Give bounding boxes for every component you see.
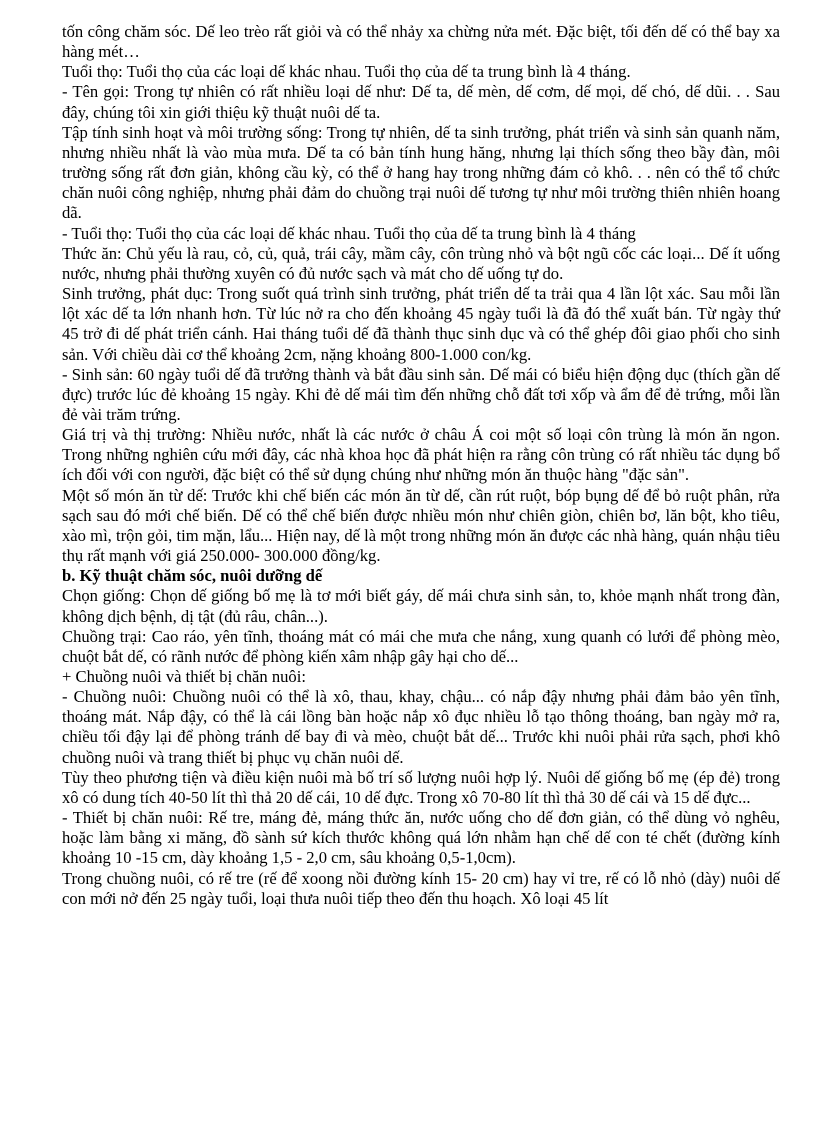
paragraph: Trong chuồng nuôi, có rế tre (rế để xoong nồi đường kính 15- 20 cm) hay vỉ tre, rế có lỗ nhỏ (dày) nuôi dế con mới nở đến 25 ngày tuổi, loại thưa nuôi tiếp theo đến thu hoạch. Xô loại 45 lít — [62, 868, 780, 908]
paragraph: Tùy theo phương tiện và điều kiện nuôi mà bố trí số lượng nuôi hợp lý. Nuôi dế giống bố mẹ (ép đẻ) trong xô có dung tích 40-50 lít thì thả 20 dế cái, 10 dế đực. Trong xô 70-80 lít thì thả 30 dế cái và 15 dế đực... — [62, 767, 780, 807]
paragraph: + Chuồng nuôi và thiết bị chăn nuôi: — [62, 667, 306, 686]
paragraph: Chuồng trại: Cao ráo, yên tĩnh, thoáng mát có mái che mưa che nắng, xung quanh có lưới để phòng mèo, chuột bắt dế, có rãnh nước để phòng kiến xâm nhập gây hại cho dế... — [62, 626, 780, 666]
paragraph: - Thiết bị chăn nuôi: Rế tre, máng đẻ, máng thức ăn, nước uống cho dế đơn giản, có thể dùng vỏ nghêu, hoặc làm bằng xi măng, đồ sành sứ kích thước không quá lớn nhằm hạn chế dế con té chết (đường kính khoảng 10 -15 cm, dày khoảng 1,5 - 2,0 cm, sâu khoảng 0,5-1,0cm). — [62, 808, 780, 868]
document-page — [62, 22, 780, 909]
section-heading: b. Kỹ thuật chăm sóc, nuôi dưỡng dế — [62, 566, 323, 586]
paragraph: - Tên gọi: Trong tự nhiên có rất nhiều loại dế như: Dế ta, dế mèn, dế cơm, dế mọi, dế chó, dế dũi. . . Sau đây, chúng tôi xin giới thiệu kỹ thuật nuôi dế ta. — [62, 82, 780, 122]
paragraph: Một số món ăn từ dế: Trước khi chế biến các món ăn từ dế, cần rút ruột, bóp bụng dế để bỏ ruột phân, rửa sạch sau đó mới chế biến. Dế có thể chế biến được nhiều món như chiên giòn, chiên bơ, lăn bột, kho tiêu, xào mì, trộn gỏi, tim mặn, lẩu... Hiện nay, dế là một trong những món ăn được các nhà hàng, quán nhậu tiêu thụ rất mạnh với giá 250.000- 300.000 đồng/kg. — [62, 485, 780, 566]
paragraph: - Chuồng nuôi: Chuồng nuôi có thể là xô, thau, khay, chậu... có nắp đậy nhưng phải đảm bảo yên tĩnh, thoáng mát. Nắp đậy, có thể là cái lồng bàn hoặc nắp xô đục nhiều lỗ tạo thông thoáng, ban ngày mở ra, chiều tối đậy lại để phòng tránh dế bay đi và mèo, chuột bắt dế... Trước khi nuôi phải rửa sạch, phơi khô chuồng nuôi và trang thiết bị phục vụ chăn nuôi dế. — [62, 687, 780, 767]
paragraph: Thức ăn: Chủ yếu là rau, cỏ, củ, quả, trái cây, mầm cây, côn trùng nhỏ và bột ngũ cốc các loại... Dế ít uống nước, nhưng phải thường xuyên có đủ nước sạch và mát cho dế uống tự do. — [62, 243, 780, 283]
paragraph: - Sinh sản: 60 ngày tuổi dế đã trưởng thành và bắt đầu sinh sản. Dế mái có biểu hiện động dục (thích gần dế đực) trước lúc đẻ khoảng 15 ngày. Khi đẻ dế mái tìm đến những chỗ đất tơi xốp và ẩm để đẻ trứng, mỗi lần đẻ vài trăm trứng. — [62, 364, 780, 424]
paragraph: - Tuổi thọ: Tuổi thọ của các loại dế khác nhau. Tuổi thọ của dế ta trung bình là 4 tháng — [62, 223, 636, 243]
paragraph: Giá trị và thị trường: Nhiều nước, nhất là các nước ở châu Á coi một số loại côn trùng là món ăn ngon. Trong những nghiên cứu mới đây, các nhà khoa học đã phát hiện ra rằng côn trùng có rất nhiều tác dụng bổ ích đối với con người, đặc biệt có thể sử dụng chúng như những món ăn thuộc hàng "đặc sản". — [62, 425, 780, 485]
paragraph: Tuổi thọ: Tuổi thọ của các loại dế khác nhau. Tuổi thọ của dế ta trung bình là 4 tháng. — [62, 62, 631, 82]
paragraph: Chọn giống: Chọn dế giống bố mẹ là tơ mới biết gáy, dế mái chưa sinh sản, to, khỏe mạnh nhất trong đàn, không dịch bệnh, dị tật (đủ râu, chân...). — [62, 586, 780, 626]
paragraph: Tập tính sinh hoạt và môi trường sống: Trong tự nhiên, dế ta sinh trưởng, phát triển và sinh sản quanh năm, nhưng nhiều nhất là vào mùa mưa. Dế ta có bản tính hung hăng, nhưng lại thích sống theo bầy đàn, môi trường sống rất đơn giản, không cầu kỳ, có thể ở hang hay trong những đám cỏ khô. . . nên có thể tổ chức chăn nuôi công nghiệp, nhưng phải đảm do chuồng trại nuôi dế tương tự như môi trường thiên nhiên hoang dã. — [62, 122, 780, 223]
paragraph: Sinh trưởng, phát dục: Trong suốt quá trình sinh trưởng, phát triển dế ta trải qua 4 lần lột xác. Sau mỗi lần lột xác dế ta lớn nhanh hơn. Từ lúc nở ra cho đến khoảng 45 ngày tuổi là đã đó thể xuất bán. Từ ngày thứ 45 trở đi dế phát triển cánh. Hai tháng tuổi dế đã thành thục sinh dục và có thể ghép đôi giao phối cho sinh sản. Với chiều dài cơ thể khoảng 2cm, nặng khoảng 800-1.000 con/kg. — [62, 284, 780, 364]
paragraph: tốn công chăm sóc. Dế leo trèo rất giỏi và có thể nhảy xa chừng nửa mét. Đặc biệt, tối đến dế có thể bay xa hàng mét… — [62, 22, 780, 62]
